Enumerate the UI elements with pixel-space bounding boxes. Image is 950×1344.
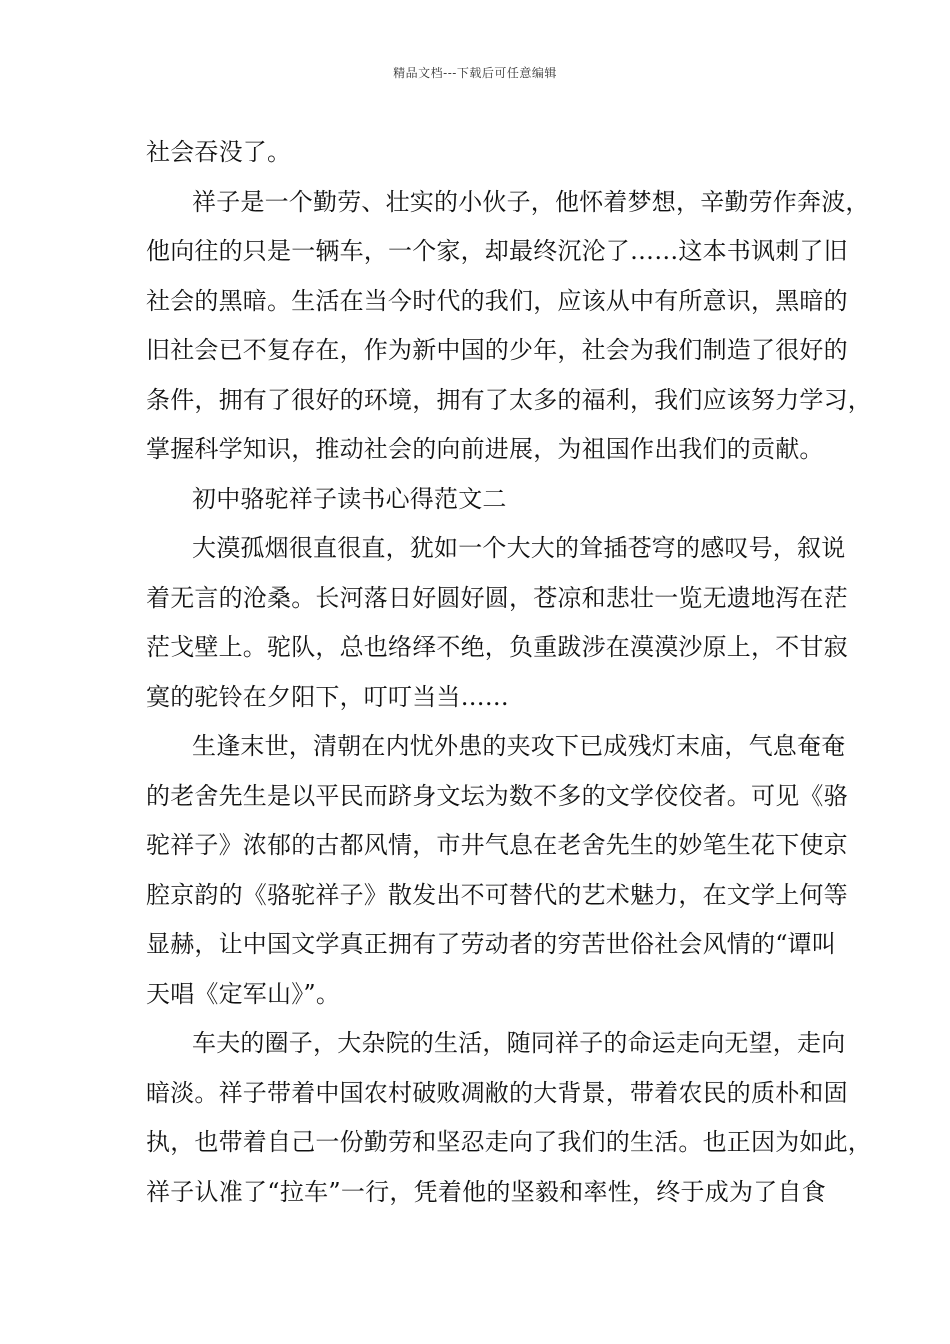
text-line: 暗淡。祥子带着中国农村破败凋敝的大背景，带着农民的质朴和固 bbox=[146, 1078, 848, 1107]
text-line: 祥子是一个勤劳、壮实的小伙子，他怀着梦想，辛勤劳作奔波， bbox=[192, 187, 870, 216]
text-line: 生逢末世，清朝在内忧外患的夹攻下已成残灯末庙，气息奄奄 bbox=[192, 732, 846, 760]
text-line: 寞的驼铃在夕阳下，叮叮当当…… bbox=[146, 682, 509, 711]
text-line: 祥子认准了“拉车”一行，凭着他的坚毅和率性，终于成为了自食 bbox=[146, 1177, 826, 1206]
body-text bbox=[146, 128, 872, 1217]
text-line: 他向往的只是一辆车，一个家，却最终沉沦了……这本书讽刺了旧 bbox=[146, 237, 848, 265]
text-line: 驼祥子》浓郁的古都风情，市井气息在老舍先生的妙笔生花下使京 bbox=[146, 831, 848, 859]
text-line: 显赫，让中国文学真正拥有了劳动者的穷苦世俗社会风情的“谭叫 bbox=[146, 930, 837, 958]
text-line: 的老舍先生是以平民而跻身文坛为数不多的文学佼佼者。可见《骆 bbox=[146, 781, 848, 810]
text-line: 腔京韵的《骆驼祥子》散发出不可替代的艺术魅力，在文学上何等 bbox=[146, 880, 848, 909]
text-line: 天唱《定军山》”。 bbox=[146, 979, 341, 1008]
text-line: 车夫的圈子，大杂院的生活，随同祥子的命运走向无望，走向 bbox=[192, 1029, 846, 1057]
page-header: 精品文档---下载后可任意编辑 bbox=[393, 66, 557, 80]
text-line: 执，也带着自己一份勤劳和坚忍走向了我们的生活。也正因为如此， bbox=[146, 1128, 872, 1156]
text-line: 掌握科学知识，推动社会的向前进展，为祖国作出我们的贡献。 bbox=[146, 435, 824, 463]
text-line: 茫戈壁上。驼队，总也络绎不绝，负重跋涉在漠漠沙原上，不甘寂 bbox=[146, 633, 848, 661]
text-line: 初中骆驼祥子读书心得范文二 bbox=[192, 484, 507, 513]
text-line: 条件，拥有了很好的环境，拥有了太多的福利，我们应该努力学习， bbox=[146, 385, 872, 414]
text-line: 旧社会已不复存在，作为新中国的少年，社会为我们制造了很好的 bbox=[146, 336, 848, 364]
text-line: 社会的黑暗。生活在当今时代的我们，应该从中有所意识，黑暗的 bbox=[146, 286, 848, 315]
text-line: 大漠孤烟很直很直，犹如一个大大的耸插苍穹的感叹号，叙说 bbox=[192, 534, 846, 562]
text-line: 社会吞没了。 bbox=[146, 138, 292, 166]
text-line: 着无言的沧桑。长河落日好圆好圆，苍凉和悲壮一览无遗地泻在茫 bbox=[146, 583, 848, 612]
